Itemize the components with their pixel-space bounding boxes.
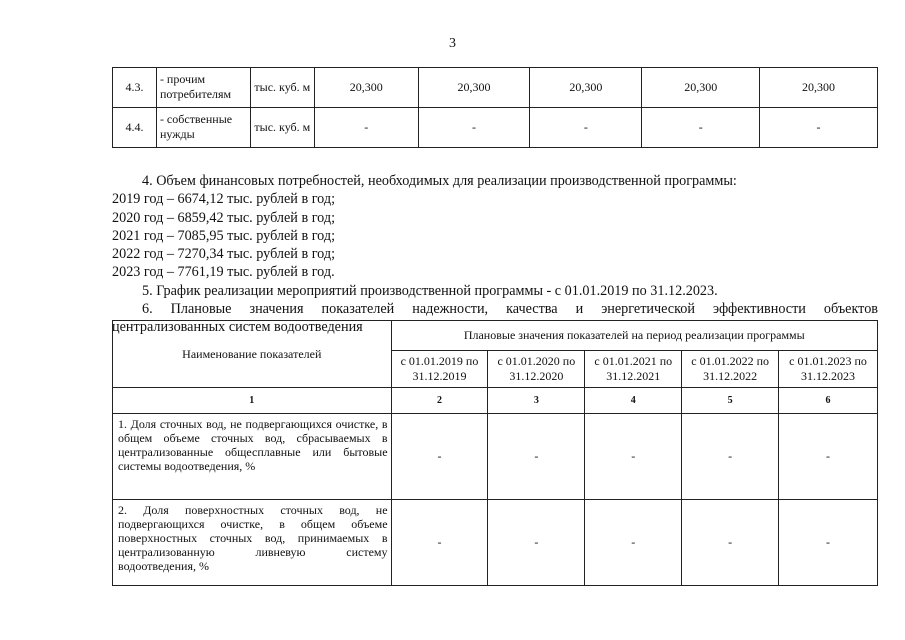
paragraph-item-6-continued: централизованных систем водоотведения (112, 319, 363, 336)
column-number: 3 (488, 388, 585, 414)
body-text (112, 172, 878, 337)
paragraph-item-4: 4. Объем финансовых потребностей, необходимых для реализации производственной программы: (142, 173, 737, 189)
table-cell: - (391, 500, 488, 586)
table-row (113, 108, 878, 148)
paragraph-item-5: 5. График реализации мероприятий производственной программы - с 01.01.2019 по 31.12.2023. (142, 282, 718, 299)
table-cell: 20,300 (760, 68, 878, 108)
year-line: 2020 год – 6859,42 тыс. рублей в год; (112, 209, 336, 226)
table-cell: - (779, 414, 878, 500)
table-cell: - (488, 414, 585, 500)
table-cell: - (760, 108, 878, 148)
table-row (113, 500, 878, 586)
period-header-cell: с 01.01.2021 по 31.12.2021 (585, 351, 682, 388)
table-cell: - (682, 500, 779, 586)
table-cell: 20,300 (642, 68, 760, 108)
row-unit: тыс. куб. м (250, 108, 314, 148)
page-number: 3 (449, 36, 456, 51)
table-row (113, 68, 878, 108)
row-number: 4.3. (113, 68, 157, 108)
table-cell: - (642, 108, 760, 148)
period-header-cell: с 01.01.2023 по 31.12.2023 (779, 351, 878, 388)
year-line: 2023 год – 7761,19 тыс. рублей в год. (112, 264, 335, 281)
indicator-name: 2. Доля поверхностных сточных вод, не подвергающихся очистке, в общем объеме поверхностных сточных вод, принимаемых в централизованную ливневую систему водоотведения, % (113, 500, 392, 586)
table-cell: - (585, 500, 682, 586)
table-cell: - (682, 414, 779, 500)
table-cell: - (391, 414, 488, 500)
table-cell: - (530, 108, 642, 148)
year-line: 2022 год – 7270,34 тыс. рублей в год; (112, 246, 336, 263)
table-cell: - (418, 108, 530, 148)
column-number: 5 (682, 388, 779, 414)
row-unit: тыс. куб. м (250, 68, 314, 108)
row-label: - прочим потребителям (156, 68, 250, 108)
period-header-cell: с 01.01.2020 по 31.12.2020 (488, 351, 585, 388)
table-cell: - (585, 414, 682, 500)
table-row (113, 414, 878, 500)
period-header-cell: с 01.01.2019 по 31.12.2019 (391, 351, 488, 388)
column-number: 2 (391, 388, 488, 414)
table-cell: - (779, 500, 878, 586)
indicators-table (112, 320, 878, 586)
column-number: 6 (779, 388, 878, 414)
table-cell: 20,300 (314, 68, 418, 108)
period-header: Плановые значения показателей на период реализации программы (391, 321, 877, 351)
table-cell: 20,300 (418, 68, 530, 108)
column-number: 4 (585, 388, 682, 414)
paragraph-item-6: 6. Плановые значения показателей надежности, качества и энергетической эффективности объектов (142, 301, 878, 318)
column-number: 1 (113, 388, 392, 414)
row-label: - собственные нужды (156, 108, 250, 148)
table-cell: - (314, 108, 418, 148)
row-number: 4.4. (113, 108, 157, 148)
indicator-name: 1. Доля сточных вод, не подвергающихся очистке, в общем объеме сточных вод, сбрасываемых в централизованные общесплавные или бытовые системы водоотведения, % (113, 414, 392, 500)
table-cell: - (488, 500, 585, 586)
volume-table (112, 67, 878, 148)
year-line: 2019 год – 6674,12 тыс. рублей в год; (112, 191, 336, 208)
year-line: 2021 год – 7085,95 тыс. рублей в год; (112, 227, 336, 244)
name-header: Наименование показателей (113, 321, 392, 388)
table-cell: 20,300 (530, 68, 642, 108)
period-header-cell: с 01.01.2022 по 31.12.2022 (682, 351, 779, 388)
